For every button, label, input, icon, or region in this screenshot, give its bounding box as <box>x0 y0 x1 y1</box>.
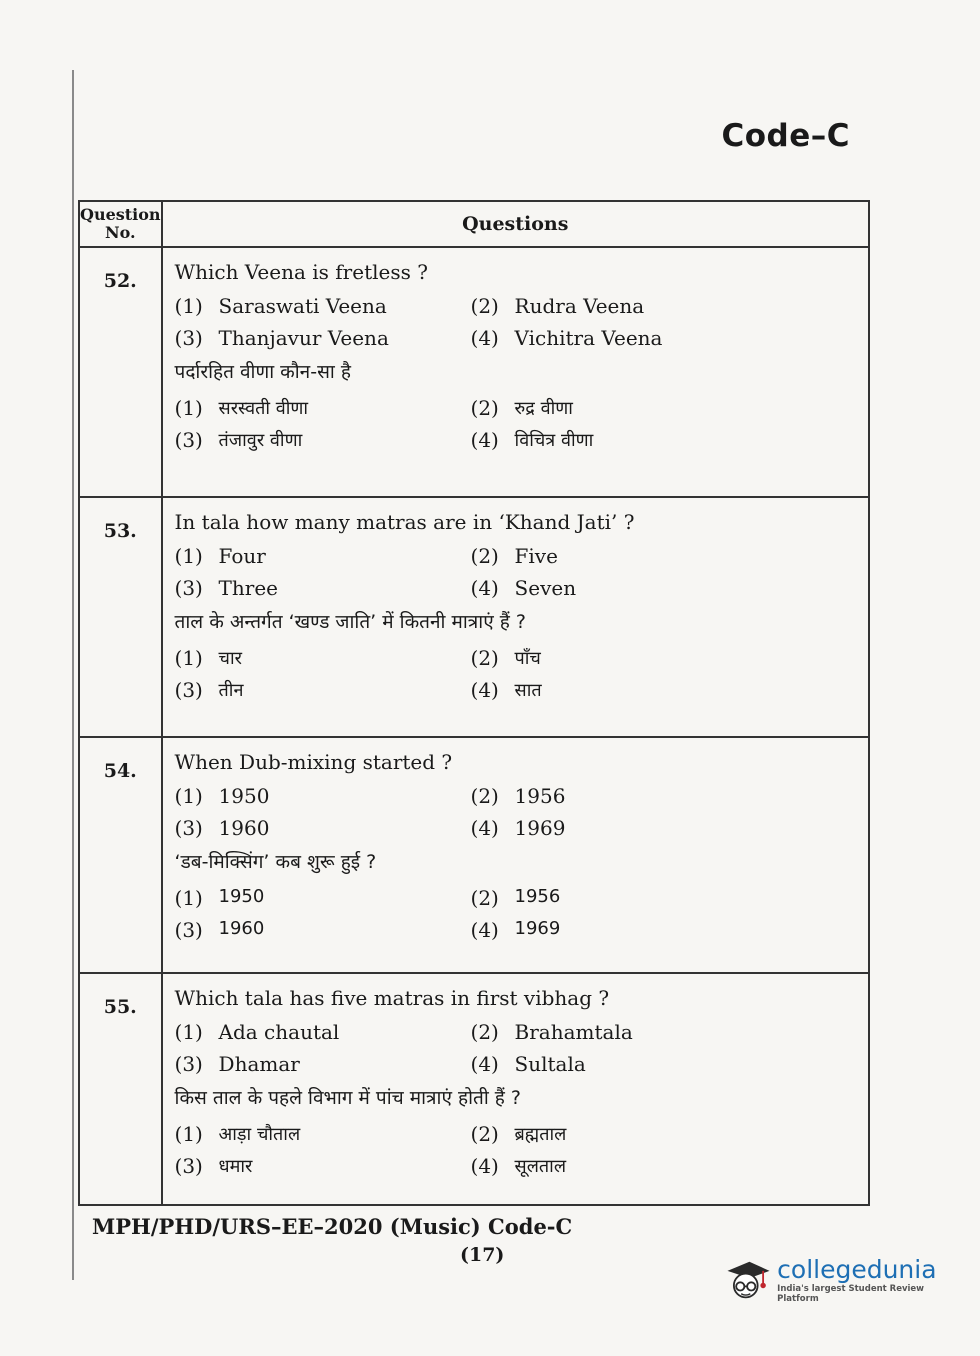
option <box>175 294 471 318</box>
option <box>471 816 771 840</box>
option-number: (3) <box>174 678 203 702</box>
brand-tagline: India's largest Student Review Platform <box>777 1284 925 1304</box>
option <box>471 784 771 808</box>
option-number: (2) <box>470 1020 499 1044</box>
option-number: (1) <box>174 1122 203 1146</box>
option <box>175 1154 471 1178</box>
option-text: Dhamar <box>218 1052 300 1076</box>
option-number: (4) <box>470 1052 499 1076</box>
column-header-questions: Questions <box>162 201 869 247</box>
question-number: 55. <box>79 973 162 1205</box>
option <box>471 886 771 910</box>
option-number: (1) <box>174 784 203 808</box>
option-text: सरस्वती वीणा <box>218 398 309 419</box>
option-text: 1969 <box>514 918 561 939</box>
question-body <box>162 247 869 497</box>
option <box>471 544 771 568</box>
option <box>175 1020 471 1044</box>
binding-line <box>72 70 74 1280</box>
option <box>175 646 471 670</box>
option <box>471 326 771 350</box>
option-number: (3) <box>174 428 203 452</box>
question-text-hi: पर्दारहित वीणा कौन-सा है <box>174 361 351 383</box>
option-text: सात <box>514 680 542 701</box>
option <box>175 544 471 568</box>
option <box>175 1052 471 1076</box>
question-text-en: Which Veena is fretless ? <box>174 260 428 284</box>
option-text: Brahamtala <box>514 1020 633 1044</box>
option <box>175 326 471 350</box>
option <box>175 428 471 452</box>
option-text: Vichitra Veena <box>514 326 663 350</box>
option-number: (4) <box>470 678 499 702</box>
options-en <box>175 784 858 840</box>
option-number: (1) <box>174 294 203 318</box>
option-number: (4) <box>470 816 499 840</box>
question-number: 54. <box>79 737 162 973</box>
option-number: (3) <box>174 326 203 350</box>
option-number: (4) <box>470 576 499 600</box>
option-text: Ada chautal <box>218 1020 340 1044</box>
question-row <box>79 247 869 497</box>
option <box>175 576 471 600</box>
options-en <box>175 544 858 600</box>
option-text: Five <box>514 544 558 568</box>
option-text: 1956 <box>514 886 561 907</box>
option <box>175 1122 471 1146</box>
option <box>471 1122 771 1146</box>
question-body <box>162 497 869 737</box>
question-number: 52. <box>79 247 162 497</box>
option <box>175 816 471 840</box>
option-number: (3) <box>174 1154 203 1178</box>
option-number: (1) <box>174 1020 203 1044</box>
column-header-number: Question No. <box>79 201 162 247</box>
option-text: तीन <box>218 680 244 701</box>
option-text: Saraswati Veena <box>218 294 387 318</box>
option-number: (2) <box>470 544 499 568</box>
options-en <box>175 294 858 350</box>
option-number: (1) <box>174 396 203 420</box>
question-row <box>79 497 869 737</box>
option-number: (1) <box>174 886 203 910</box>
option-text: ब्रह्मताल <box>514 1124 567 1145</box>
option-text: 1950 <box>218 784 270 808</box>
option-text: धमार <box>218 1156 253 1177</box>
questions-table <box>78 200 870 1206</box>
table-header-row <box>79 201 869 247</box>
question-row <box>79 737 869 973</box>
option-number: (2) <box>470 646 499 670</box>
option-text: Sultala <box>514 1052 586 1076</box>
footer-exam-code: MPH/PHD/URS–EE–2020 (Music) Code-C <box>92 1214 573 1239</box>
page-number: (17) <box>460 1244 505 1266</box>
option-text: सूलताल <box>514 1156 567 1177</box>
watermark <box>722 1250 952 1310</box>
paper-code: Code–C <box>721 118 850 154</box>
option-text: तंजावुर वीणा <box>218 430 303 451</box>
option <box>175 678 471 702</box>
question-text-en: Which tala has five matras in first vibhag ? <box>174 986 610 1010</box>
option-number: (4) <box>470 428 499 452</box>
option-number: (3) <box>174 816 203 840</box>
options-hi <box>175 886 858 942</box>
option-text: 1956 <box>514 784 566 808</box>
option-text: विचित्र वीणा <box>514 430 594 451</box>
options-hi <box>175 1122 858 1178</box>
option-text: 1950 <box>218 886 265 907</box>
brand-name: collegedunia <box>777 1255 937 1284</box>
option <box>175 396 471 420</box>
question-row <box>79 973 869 1205</box>
option-number: (1) <box>174 544 203 568</box>
watermark-text <box>777 1256 952 1304</box>
question-text-hi: किस ताल के पहले विभाग में पांच मात्राएं होती हैं ? <box>174 1087 522 1109</box>
option-text: Thanjavur Veena <box>218 326 389 350</box>
option-text: Seven <box>514 576 577 600</box>
option-text: Three <box>218 576 278 600</box>
option-number: (2) <box>470 294 499 318</box>
option-text: 1960 <box>218 816 270 840</box>
options-en <box>175 1020 858 1076</box>
option <box>471 1020 771 1044</box>
option-number: (3) <box>174 1052 203 1076</box>
option-text: Rudra Veena <box>514 294 645 318</box>
option <box>471 1154 771 1178</box>
option-number: (2) <box>470 1122 499 1146</box>
option <box>175 918 471 942</box>
option-text: रुद्र वीणा <box>514 398 573 419</box>
option-number: (3) <box>174 576 203 600</box>
question-text-en: When Dub-mixing started ? <box>174 750 453 774</box>
option-number: (3) <box>174 918 203 942</box>
option <box>471 428 771 452</box>
option <box>471 294 771 318</box>
option-number: (4) <box>470 1154 499 1178</box>
option-number: (1) <box>174 646 203 670</box>
question-body <box>162 973 869 1205</box>
option <box>175 886 471 910</box>
options-hi <box>175 646 858 702</box>
graduate-mascot-icon <box>722 1252 773 1308</box>
option-text: Four <box>218 544 266 568</box>
question-body <box>162 737 869 973</box>
option-number: (4) <box>470 326 499 350</box>
option-number: (4) <box>470 918 499 942</box>
option-text: पाँच <box>514 648 541 669</box>
option <box>471 576 771 600</box>
option-number: (2) <box>470 886 499 910</box>
question-text-en: In tala how many matras are in ‘Khand Jati’ ? <box>174 510 635 534</box>
option-number: (2) <box>470 784 499 808</box>
option-number: (2) <box>470 396 499 420</box>
question-number: 53. <box>79 497 162 737</box>
option-text: चार <box>218 648 242 669</box>
option <box>471 1052 771 1076</box>
option <box>471 918 771 942</box>
option <box>175 784 471 808</box>
options-hi <box>175 396 858 452</box>
option <box>471 678 771 702</box>
question-text-hi: ‘डब-मिक्सिंग’ कब शुरू हुई ? <box>174 851 377 873</box>
option-text: आड़ा चौताल <box>218 1124 301 1145</box>
option-text: 1969 <box>514 816 566 840</box>
option <box>471 396 771 420</box>
question-text-hi: ताल के अन्तर्गत ‘खण्ड जाति’ में कितनी मात्राएं हैं ? <box>174 611 526 633</box>
option-text: 1960 <box>218 918 265 939</box>
option <box>471 646 771 670</box>
